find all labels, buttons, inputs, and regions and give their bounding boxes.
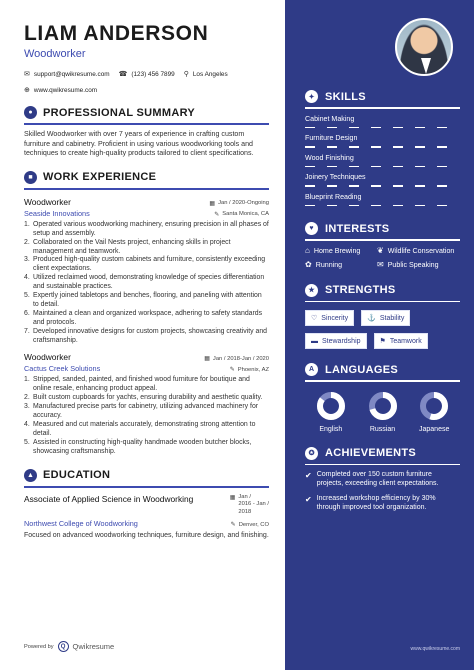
list-item <box>357 391 409 433</box>
job-bullets <box>24 221 269 346</box>
list-item: 5. Assisted in constructing high-quality handmade wooden butcher blocks, showcasing craftsmanship. <box>24 438 252 455</box>
website-link[interactable]: www.qwikresume.com <box>33 86 98 94</box>
strength-badge: ▬ Stewardship <box>305 333 367 349</box>
translate-icon: A <box>305 363 318 376</box>
list-item <box>305 391 357 433</box>
briefcase-icon: ■ <box>24 171 37 184</box>
phone-text: (123) 456 7899 <box>131 70 175 78</box>
list-item: ✔ Completed over 150 custom furniture projects, exceeding client expectations. <box>305 471 439 488</box>
heart-icon: ♥ <box>305 222 318 235</box>
map-pin-icon: ⚲ <box>183 71 189 78</box>
list-item: Cabinet Making <box>305 115 460 129</box>
chat-icon: ✉ <box>377 260 384 270</box>
list-item: 2. Collaborated on the Vail Nests project, enhancing skills in project management and teamwork. <box>24 238 231 255</box>
languages-list <box>305 391 460 433</box>
strength-badge: ⚑ Teamwork <box>374 333 428 349</box>
language-level-ring <box>368 391 398 421</box>
section-divider <box>305 301 460 303</box>
avatar <box>395 18 453 76</box>
strength-badge: ⚓ Stability <box>361 310 410 326</box>
list-item: 7. Developed innovative designs for custom projects, showcasing creativity and craftsmanship. <box>24 327 268 344</box>
user-icon: ● <box>24 106 37 119</box>
location-text: Los Angeles <box>192 70 228 78</box>
language-level-ring <box>419 391 449 421</box>
card-icon: ▬ <box>311 337 318 345</box>
sidebar <box>285 0 474 670</box>
skills-list <box>305 115 460 207</box>
list-item: ❦ Wildlife Conservation <box>377 245 455 255</box>
degree-name: Associate of Applied Science in Woodworking <box>24 493 194 504</box>
language-name: Japanese <box>419 425 450 433</box>
anchor-icon: ⚓ <box>367 315 376 323</box>
check-icon: ✔ <box>305 471 312 481</box>
list-item: ✉ Public Speaking <box>377 260 439 270</box>
website-row <box>24 86 269 94</box>
education-heading: ▲ EDUCATION <box>24 469 269 482</box>
lightbulb-icon: ✦ <box>305 90 318 103</box>
paw-icon: ✿ <box>305 260 312 270</box>
experience-heading: ■ WORK EXPERIENCE <box>24 171 269 184</box>
languages-heading: A LANGUAGES <box>305 363 460 376</box>
graduation-cap-icon: ▲ <box>24 469 37 482</box>
job-company: Seaside Innovations <box>24 208 90 218</box>
email-text[interactable]: support@qwikresume.com <box>33 70 110 78</box>
language-name: English <box>319 425 343 433</box>
section-divider <box>305 464 460 466</box>
job-date: Jan / 2018-Jan / 2020 <box>212 355 269 362</box>
contact-row <box>24 70 269 78</box>
section-divider <box>24 123 269 125</box>
list-item: 5. Expertly joined tabletops and benches, flooring, and paneling with attention to detail. <box>24 292 262 308</box>
list-item: 2. Built custom cupboards for yachts, ensuring durability and aesthetic quality. <box>24 394 263 402</box>
language-name: Russian <box>369 425 396 433</box>
job-title: Woodworker <box>24 48 86 60</box>
section-divider <box>305 107 460 109</box>
envelope-icon: ✉ <box>24 71 30 78</box>
list-item: 4. Utilized reclaimed wood, demonstrating knowledge of species differentiation and sustainable practices. <box>24 274 265 291</box>
job-role: Woodworker <box>24 196 71 207</box>
candidate-name: LIAM ANDERSON <box>24 22 209 45</box>
list-item: Blueprint Reading <box>305 193 460 207</box>
list-item: 6. Maintained a clean and organized workspace, adhering to safety standards and protocols. <box>24 309 263 326</box>
powered-by-text: Powered by <box>24 643 54 650</box>
list-item: ✔ Increased workshop efficiency by 30% through improved tool organization. <box>305 495 436 511</box>
pushpin-icon: ✎ <box>214 211 220 218</box>
list-item: ✿ Running <box>305 260 343 270</box>
interests-heading: ♥ INTERESTS <box>305 222 460 235</box>
phone-icon: ☎ <box>118 71 128 78</box>
trophy-icon: ★ <box>305 284 318 297</box>
list-item: Joinery Techniques <box>305 173 460 187</box>
footer-site[interactable]: www.qwikresume.com <box>410 646 460 652</box>
list-item <box>408 391 460 433</box>
skills-heading: ✦ SKILLS <box>305 90 460 103</box>
section-divider <box>305 380 460 382</box>
language-level-ring <box>316 391 346 421</box>
pushpin-icon: ✎ <box>229 367 235 374</box>
home-icon: ⌂ <box>305 245 310 255</box>
calendar-icon: ▦ <box>204 356 210 363</box>
job-bullets <box>24 376 269 456</box>
job-location: Santa Monica, CA <box>222 211 269 218</box>
list-item: Wood Finishing <box>305 154 460 168</box>
section-divider <box>24 486 269 488</box>
medal-icon: ✪ <box>305 447 318 460</box>
list-item: ⌂ Home Brewing <box>305 245 361 255</box>
job-location: Phoenix, AZ <box>237 366 269 373</box>
school-location: Denver, CO <box>238 521 269 528</box>
calendar-icon: ▦ <box>229 494 236 501</box>
list-item: 4. Measured and cut materials accurately, demonstrating strong attention to detail. <box>24 421 256 437</box>
list-item: 3. Manufactured precise parts for cabinetry, utilizing advanced machinery for accuracy. <box>24 403 259 420</box>
brand-name[interactable]: Qwikresume <box>72 642 115 651</box>
list-item: 3. Produced high-quality custom cabinets and furniture, consistently exceeding client expectations. <box>24 256 266 273</box>
section-divider <box>24 188 269 190</box>
job-entry <box>24 352 269 456</box>
strength-badge: ♡ Sincerity <box>305 310 354 326</box>
qwikresume-logo-icon: Q <box>58 641 69 652</box>
summary-heading: ● PROFESSIONAL SUMMARY <box>24 106 269 119</box>
check-icon: ✔ <box>305 495 312 505</box>
calendar-icon: ▦ <box>209 200 216 207</box>
list-item: 1. Operated various woodworking machinery, ensuring precision in all phases of setup and assembly. <box>24 220 269 237</box>
achievements-heading: ✪ ACHIEVEMENTS <box>305 447 460 460</box>
section-divider <box>305 239 460 241</box>
interests-list <box>305 247 460 270</box>
school-name: Northwest College of Woodworking <box>24 519 138 529</box>
education-description: Focused on advanced woodworking techniques, furniture design, and finishing. <box>24 532 269 540</box>
footer <box>24 641 114 652</box>
globe-icon: ⊕ <box>24 87 30 94</box>
team-icon: ⚑ <box>379 338 386 346</box>
job-role: Woodworker <box>24 352 71 363</box>
job-entry <box>24 197 269 346</box>
heart-outline-icon: ♡ <box>311 315 318 323</box>
job-company: Cactus Creek Solutions <box>24 364 101 374</box>
pushpin-icon: ✎ <box>230 522 236 529</box>
list-item: 1. Stripped, sanded, painted, and finished wood furniture for boutique and online resale, enhancing product appeal. <box>24 376 250 393</box>
leaf-icon: ❦ <box>377 245 384 255</box>
job-date: Jan / 2020-Ongoing <box>218 200 269 207</box>
summary-text: Skilled Woodworker with over 7 years of experience in crafting custom furniture and cabinetry. Proficient in using various woodworking tools and techniques to create high-quality products tailored to client specifications. <box>24 130 254 158</box>
achievements-list <box>305 471 460 512</box>
education-date: Jan / 2016 - Jan / 2018 <box>238 493 269 515</box>
education-entry <box>24 494 269 517</box>
strengths-list <box>305 310 460 349</box>
strengths-heading: ★ STRENGTHS <box>305 284 460 297</box>
list-item: Furniture Design <box>305 134 460 148</box>
